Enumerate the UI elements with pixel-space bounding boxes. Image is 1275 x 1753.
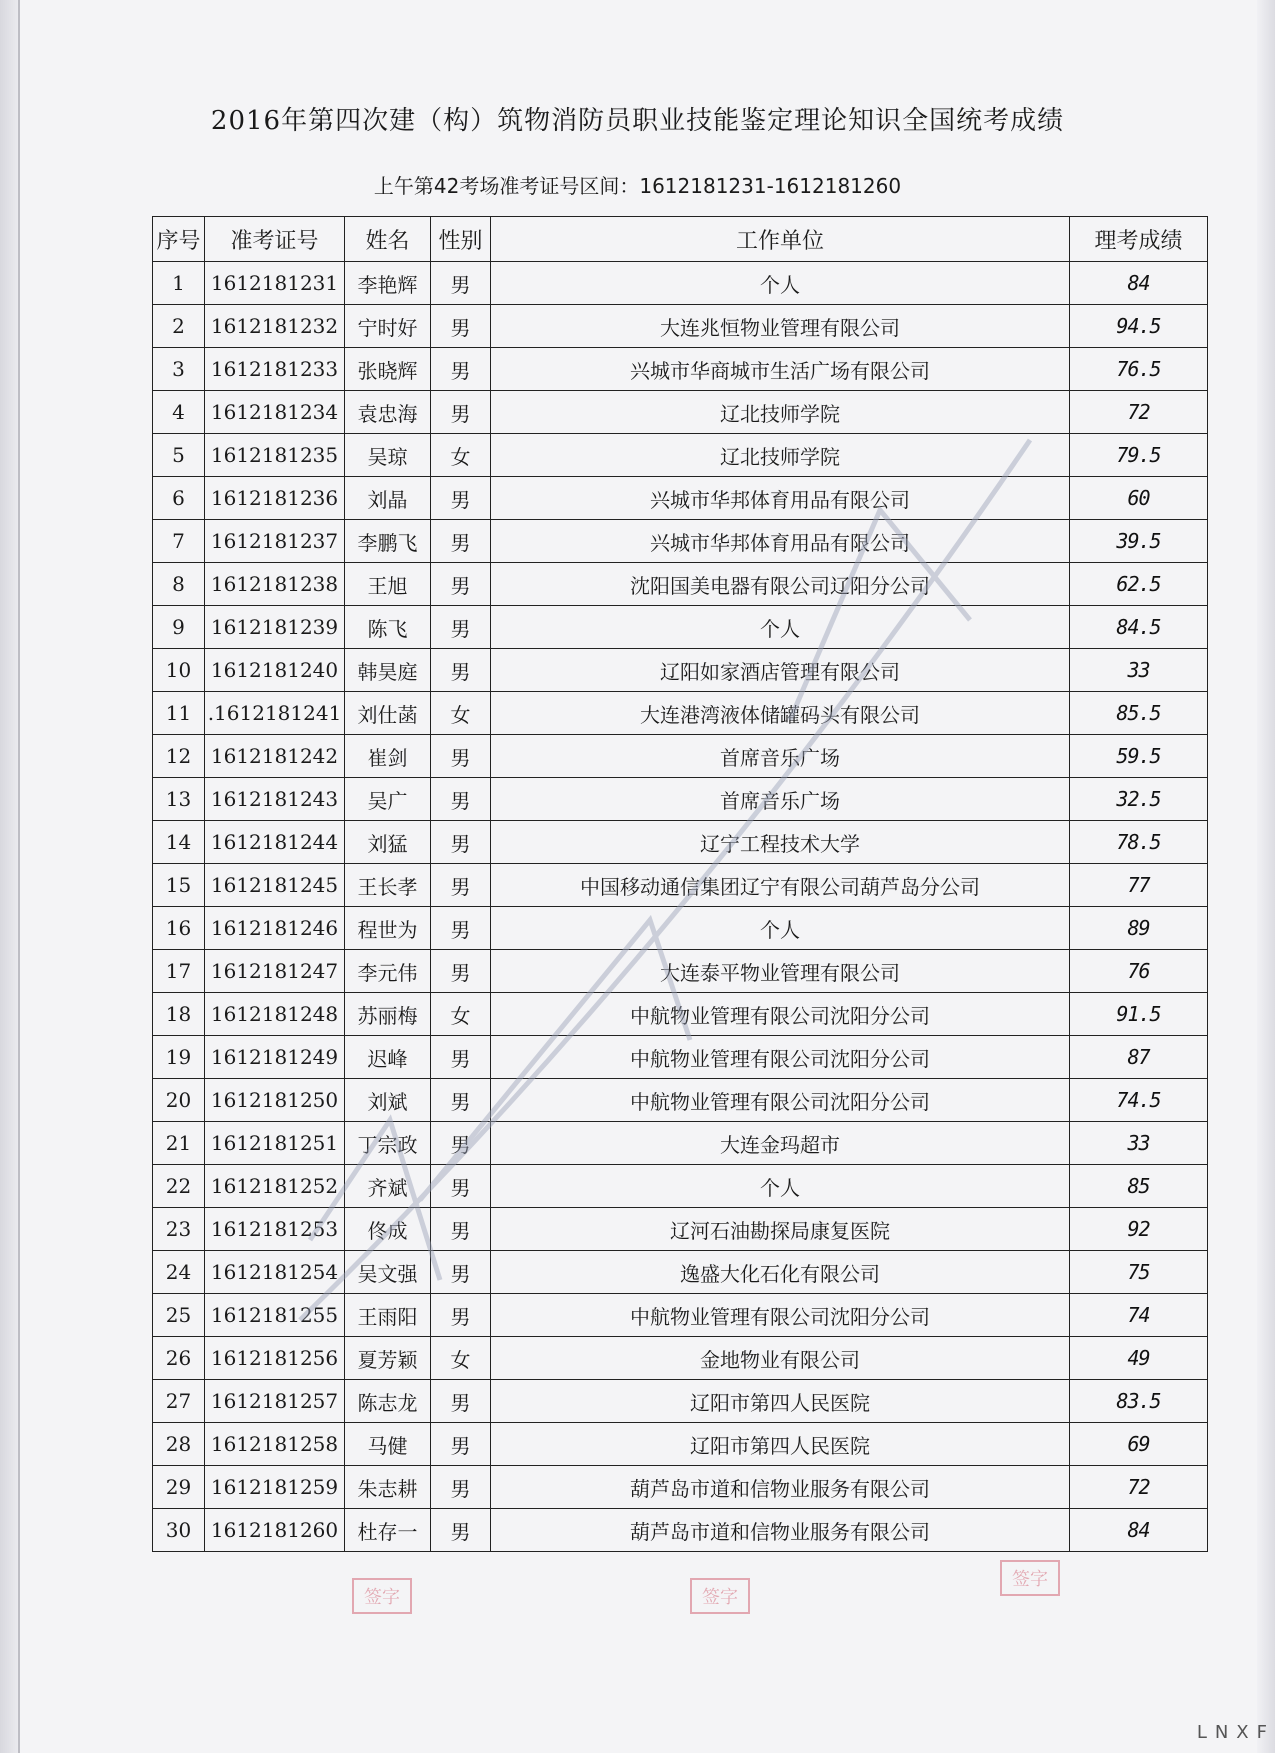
cell-gender: 男 xyxy=(431,1079,491,1122)
table-row xyxy=(153,1423,1208,1466)
cell-index: 6 xyxy=(153,477,205,520)
table-row xyxy=(153,864,1208,907)
cell-name: 王雨阳 xyxy=(345,1294,431,1337)
cell-index: 18 xyxy=(153,993,205,1036)
cell-score: 39.5 xyxy=(1070,520,1208,563)
cell-ticket-number: 1612181256 xyxy=(205,1337,345,1380)
column-header-score: 理考成绩 xyxy=(1070,217,1208,262)
cell-gender: 男 xyxy=(431,262,491,305)
cell-employer: 中航物业管理有限公司沈阳分公司 xyxy=(491,1294,1070,1337)
score-table xyxy=(152,216,1208,1552)
document-title: 2016年第四次建（构）筑物消防员职业技能鉴定理论知识全国统考成绩 xyxy=(210,106,1065,136)
cell-ticket-number: 1612181244 xyxy=(205,821,345,864)
cell-name: 李元伟 xyxy=(345,950,431,993)
cell-score: 69 xyxy=(1070,1423,1208,1466)
cell-index: 8 xyxy=(153,563,205,606)
cell-ticket-number: 1612181260 xyxy=(205,1509,345,1552)
cell-score: 78.5 xyxy=(1070,821,1208,864)
column-header-index: 序号 xyxy=(153,217,205,262)
cell-score: 72 xyxy=(1070,1466,1208,1509)
table-row xyxy=(153,1079,1208,1122)
table-row xyxy=(153,391,1208,434)
cell-score: 77 xyxy=(1070,864,1208,907)
cell-name: 马健 xyxy=(345,1423,431,1466)
cell-name: 吴文强 xyxy=(345,1251,431,1294)
cell-name: 刘晶 xyxy=(345,477,431,520)
cell-employer: 大连泰平物业管理有限公司 xyxy=(491,950,1070,993)
cell-gender: 男 xyxy=(431,1380,491,1423)
cell-name: 迟峰 xyxy=(345,1036,431,1079)
cell-gender: 男 xyxy=(431,348,491,391)
cell-score: 84.5 xyxy=(1070,606,1208,649)
cell-index: 26 xyxy=(153,1337,205,1380)
cell-name: 王长孝 xyxy=(345,864,431,907)
cell-ticket-number: 1612181251 xyxy=(205,1122,345,1165)
cell-index: 24 xyxy=(153,1251,205,1294)
cell-index: 29 xyxy=(153,1466,205,1509)
cell-gender: 男 xyxy=(431,1122,491,1165)
cell-name: 夏芳颖 xyxy=(345,1337,431,1380)
table-row xyxy=(153,1251,1208,1294)
cell-employer: 大连兆恒物业管理有限公司 xyxy=(491,305,1070,348)
cell-employer: 辽阳市第四人民医院 xyxy=(491,1423,1070,1466)
cell-ticket-number: 1612181237 xyxy=(205,520,345,563)
cell-gender: 女 xyxy=(431,692,491,735)
cell-index: 10 xyxy=(153,649,205,692)
cell-employer: 个人 xyxy=(491,606,1070,649)
cell-name: 刘斌 xyxy=(345,1079,431,1122)
cell-score: 74.5 xyxy=(1070,1079,1208,1122)
cell-employer: 逸盛大化石化有限公司 xyxy=(491,1251,1070,1294)
cell-score: 94.5 xyxy=(1070,305,1208,348)
cell-score: 75 xyxy=(1070,1251,1208,1294)
cell-gender: 男 xyxy=(431,778,491,821)
cell-name: 袁忠海 xyxy=(345,391,431,434)
cell-score: 76 xyxy=(1070,950,1208,993)
cell-ticket-number: 1612181253 xyxy=(205,1208,345,1251)
table-row xyxy=(153,950,1208,993)
cell-employer: 葫芦岛市道和信物业服务有限公司 xyxy=(491,1466,1070,1509)
cell-score: 85.5 xyxy=(1070,692,1208,735)
cell-employer: 中航物业管理有限公司沈阳分公司 xyxy=(491,993,1070,1036)
cell-employer: 辽北技师学院 xyxy=(491,391,1070,434)
cell-ticket-number: 1612181255 xyxy=(205,1294,345,1337)
cell-employer: 辽河石油勘探局康复医院 xyxy=(491,1208,1070,1251)
cell-employer: 首席音乐广场 xyxy=(491,735,1070,778)
cell-ticket-number: 1612181240 xyxy=(205,649,345,692)
cell-score: 89 xyxy=(1070,907,1208,950)
cell-score: 84 xyxy=(1070,262,1208,305)
cell-index: 1 xyxy=(153,262,205,305)
cell-index: 13 xyxy=(153,778,205,821)
table-body xyxy=(153,262,1208,1552)
cell-ticket-number: 1612181257 xyxy=(205,1380,345,1423)
table-row xyxy=(153,1466,1208,1509)
column-header-employer: 工作单位 xyxy=(491,217,1070,262)
cell-name: 苏丽梅 xyxy=(345,993,431,1036)
cell-index: 30 xyxy=(153,1509,205,1552)
cell-score: 92 xyxy=(1070,1208,1208,1251)
table-row xyxy=(153,1122,1208,1165)
cell-score: 74 xyxy=(1070,1294,1208,1337)
cell-score: 79.5 xyxy=(1070,434,1208,477)
cell-ticket-number: 1612181250 xyxy=(205,1079,345,1122)
cell-name: 丁宗政 xyxy=(345,1122,431,1165)
table-row xyxy=(153,606,1208,649)
cell-name: 韩昊庭 xyxy=(345,649,431,692)
cell-name: 刘猛 xyxy=(345,821,431,864)
cell-employer: 首席音乐广场 xyxy=(491,778,1070,821)
cell-ticket-number: 1612181243 xyxy=(205,778,345,821)
cell-score: 62.5 xyxy=(1070,563,1208,606)
table-row xyxy=(153,907,1208,950)
table-row xyxy=(153,1036,1208,1079)
cell-employer: 个人 xyxy=(491,1165,1070,1208)
cell-gender: 男 xyxy=(431,563,491,606)
cell-gender: 男 xyxy=(431,821,491,864)
cell-score: 72 xyxy=(1070,391,1208,434)
cell-gender: 男 xyxy=(431,1036,491,1079)
cell-gender: 男 xyxy=(431,606,491,649)
cell-index: 28 xyxy=(153,1423,205,1466)
signature-stamp-1: 签字 xyxy=(352,1578,412,1614)
table-row xyxy=(153,348,1208,391)
cell-name: 宁时好 xyxy=(345,305,431,348)
cell-gender: 男 xyxy=(431,1251,491,1294)
table-row xyxy=(153,821,1208,864)
cell-ticket-number: 1612181259 xyxy=(205,1466,345,1509)
cell-ticket-number: 1612181238 xyxy=(205,563,345,606)
cell-score: 83.5 xyxy=(1070,1380,1208,1423)
table-row xyxy=(153,1509,1208,1552)
table-row xyxy=(153,1337,1208,1380)
cell-name: 陈飞 xyxy=(345,606,431,649)
cell-gender: 男 xyxy=(431,907,491,950)
column-header-ticket: 准考证号 xyxy=(205,217,345,262)
cell-gender: 男 xyxy=(431,520,491,563)
cell-ticket-number: 1612181254 xyxy=(205,1251,345,1294)
cell-score: 33 xyxy=(1070,649,1208,692)
cell-gender: 男 xyxy=(431,1165,491,1208)
signature-stamp-2: 签字 xyxy=(690,1578,750,1614)
cell-gender: 女 xyxy=(431,1337,491,1380)
cell-employer: 大连金玛超市 xyxy=(491,1122,1070,1165)
cell-index: 5 xyxy=(153,434,205,477)
cell-score: 32.5 xyxy=(1070,778,1208,821)
cell-score: 84 xyxy=(1070,1509,1208,1552)
table-row xyxy=(153,305,1208,348)
cell-gender: 男 xyxy=(431,649,491,692)
cell-name: 杜存一 xyxy=(345,1509,431,1552)
cell-index: 9 xyxy=(153,606,205,649)
table-row xyxy=(153,735,1208,778)
cell-employer: 个人 xyxy=(491,907,1070,950)
cell-ticket-number: 1612181234 xyxy=(205,391,345,434)
cell-employer: 金地物业有限公司 xyxy=(491,1337,1070,1380)
cell-ticket-number: 1612181236 xyxy=(205,477,345,520)
document-subtitle: 上午第42考场准考证号区间：1612181231-1612181260 xyxy=(373,174,902,198)
cell-index: 22 xyxy=(153,1165,205,1208)
cell-employer: 沈阳国美电器有限公司辽阳分公司 xyxy=(491,563,1070,606)
table-row xyxy=(153,434,1208,477)
cell-index: 21 xyxy=(153,1122,205,1165)
cell-gender: 男 xyxy=(431,1466,491,1509)
cell-employer: 兴城市华邦体育用品有限公司 xyxy=(491,520,1070,563)
cell-employer: 辽阳如家酒店管理有限公司 xyxy=(491,649,1070,692)
cell-ticket-number: 1612181252 xyxy=(205,1165,345,1208)
table-row xyxy=(153,477,1208,520)
table-row xyxy=(153,1208,1208,1251)
cell-employer: 中航物业管理有限公司沈阳分公司 xyxy=(491,1036,1070,1079)
cell-ticket-number: 1612181249 xyxy=(205,1036,345,1079)
cell-gender: 男 xyxy=(431,735,491,778)
cell-gender: 男 xyxy=(431,950,491,993)
cell-ticket-number: 1612181242 xyxy=(205,735,345,778)
cell-index: 27 xyxy=(153,1380,205,1423)
cell-employer: 兴城市华邦体育用品有限公司 xyxy=(491,477,1070,520)
cell-ticket-number: 1612181247 xyxy=(205,950,345,993)
cell-name: 王旭 xyxy=(345,563,431,606)
cell-ticket-number: .1612181241 xyxy=(205,692,345,735)
cell-employer: 葫芦岛市道和信物业服务有限公司 xyxy=(491,1509,1070,1552)
cell-name: 佟成 xyxy=(345,1208,431,1251)
cell-gender: 男 xyxy=(431,305,491,348)
cell-gender: 男 xyxy=(431,1509,491,1552)
cell-ticket-number: 1612181235 xyxy=(205,434,345,477)
cell-gender: 女 xyxy=(431,434,491,477)
cell-name: 李鹏飞 xyxy=(345,520,431,563)
cell-index: 11 xyxy=(153,692,205,735)
cell-index: 15 xyxy=(153,864,205,907)
cell-name: 程世为 xyxy=(345,907,431,950)
cell-gender: 男 xyxy=(431,477,491,520)
cell-ticket-number: 1612181245 xyxy=(205,864,345,907)
table-row xyxy=(153,649,1208,692)
cell-gender: 女 xyxy=(431,993,491,1036)
cell-employer: 大连港湾液体储罐码头有限公司 xyxy=(491,692,1070,735)
cell-employer: 中国移动通信集团辽宁有限公司葫芦岛分公司 xyxy=(491,864,1070,907)
cell-index: 17 xyxy=(153,950,205,993)
cell-gender: 男 xyxy=(431,864,491,907)
cell-score: 87 xyxy=(1070,1036,1208,1079)
table-row xyxy=(153,1165,1208,1208)
scan-edge-left xyxy=(0,0,20,1753)
table-header-row xyxy=(153,217,1208,262)
cell-ticket-number: 1612181246 xyxy=(205,907,345,950)
table-row xyxy=(153,1380,1208,1423)
cell-gender: 男 xyxy=(431,1208,491,1251)
cell-name: 吴广 xyxy=(345,778,431,821)
cell-ticket-number: 1612181233 xyxy=(205,348,345,391)
scan-edge-right xyxy=(1257,0,1275,1753)
cell-index: 16 xyxy=(153,907,205,950)
cell-name: 吴琼 xyxy=(345,434,431,477)
cell-score: 33 xyxy=(1070,1122,1208,1165)
cell-name: 张晓辉 xyxy=(345,348,431,391)
cell-score: 59.5 xyxy=(1070,735,1208,778)
table-row xyxy=(153,520,1208,563)
table-row xyxy=(153,778,1208,821)
cell-name: 崔剑 xyxy=(345,735,431,778)
cell-name: 陈志龙 xyxy=(345,1380,431,1423)
cell-ticket-number: 1612181239 xyxy=(205,606,345,649)
cell-ticket-number: 1612181231 xyxy=(205,262,345,305)
cell-name: 齐斌 xyxy=(345,1165,431,1208)
signature-stamp-3: 签字 xyxy=(1000,1560,1060,1596)
cell-name: 李艳辉 xyxy=(345,262,431,305)
table-row xyxy=(153,1294,1208,1337)
cell-index: 2 xyxy=(153,305,205,348)
cell-gender: 男 xyxy=(431,1294,491,1337)
cell-employer: 兴城市华商城市生活广场有限公司 xyxy=(491,348,1070,391)
cell-ticket-number: 1612181248 xyxy=(205,993,345,1036)
cell-index: 3 xyxy=(153,348,205,391)
cell-index: 14 xyxy=(153,821,205,864)
cell-score: 49 xyxy=(1070,1337,1208,1380)
cell-score: 91.5 xyxy=(1070,993,1208,1036)
table-row xyxy=(153,993,1208,1036)
cell-index: 7 xyxy=(153,520,205,563)
table-row xyxy=(153,692,1208,735)
cell-index: 4 xyxy=(153,391,205,434)
cell-employer: 辽宁工程技术大学 xyxy=(491,821,1070,864)
cell-score: 76.5 xyxy=(1070,348,1208,391)
cell-gender: 男 xyxy=(431,1423,491,1466)
cell-index: 23 xyxy=(153,1208,205,1251)
table-row xyxy=(153,563,1208,606)
cell-name: 刘仕菡 xyxy=(345,692,431,735)
cell-index: 20 xyxy=(153,1079,205,1122)
cell-index: 19 xyxy=(153,1036,205,1079)
cell-score: 85 xyxy=(1070,1165,1208,1208)
cell-index: 12 xyxy=(153,735,205,778)
column-header-gender: 性别 xyxy=(431,217,491,262)
cell-employer: 中航物业管理有限公司沈阳分公司 xyxy=(491,1079,1070,1122)
footer-mark: LNXF xyxy=(1196,1722,1275,1743)
cell-ticket-number: 1612181232 xyxy=(205,305,345,348)
cell-employer: 辽北技师学院 xyxy=(491,434,1070,477)
column-header-name: 姓名 xyxy=(345,217,431,262)
cell-ticket-number: 1612181258 xyxy=(205,1423,345,1466)
cell-score: 60 xyxy=(1070,477,1208,520)
cell-employer: 辽阳市第四人民医院 xyxy=(491,1380,1070,1423)
cell-employer: 个人 xyxy=(491,262,1070,305)
cell-gender: 男 xyxy=(431,391,491,434)
table-row xyxy=(153,262,1208,305)
cell-index: 25 xyxy=(153,1294,205,1337)
cell-name: 朱志耕 xyxy=(345,1466,431,1509)
